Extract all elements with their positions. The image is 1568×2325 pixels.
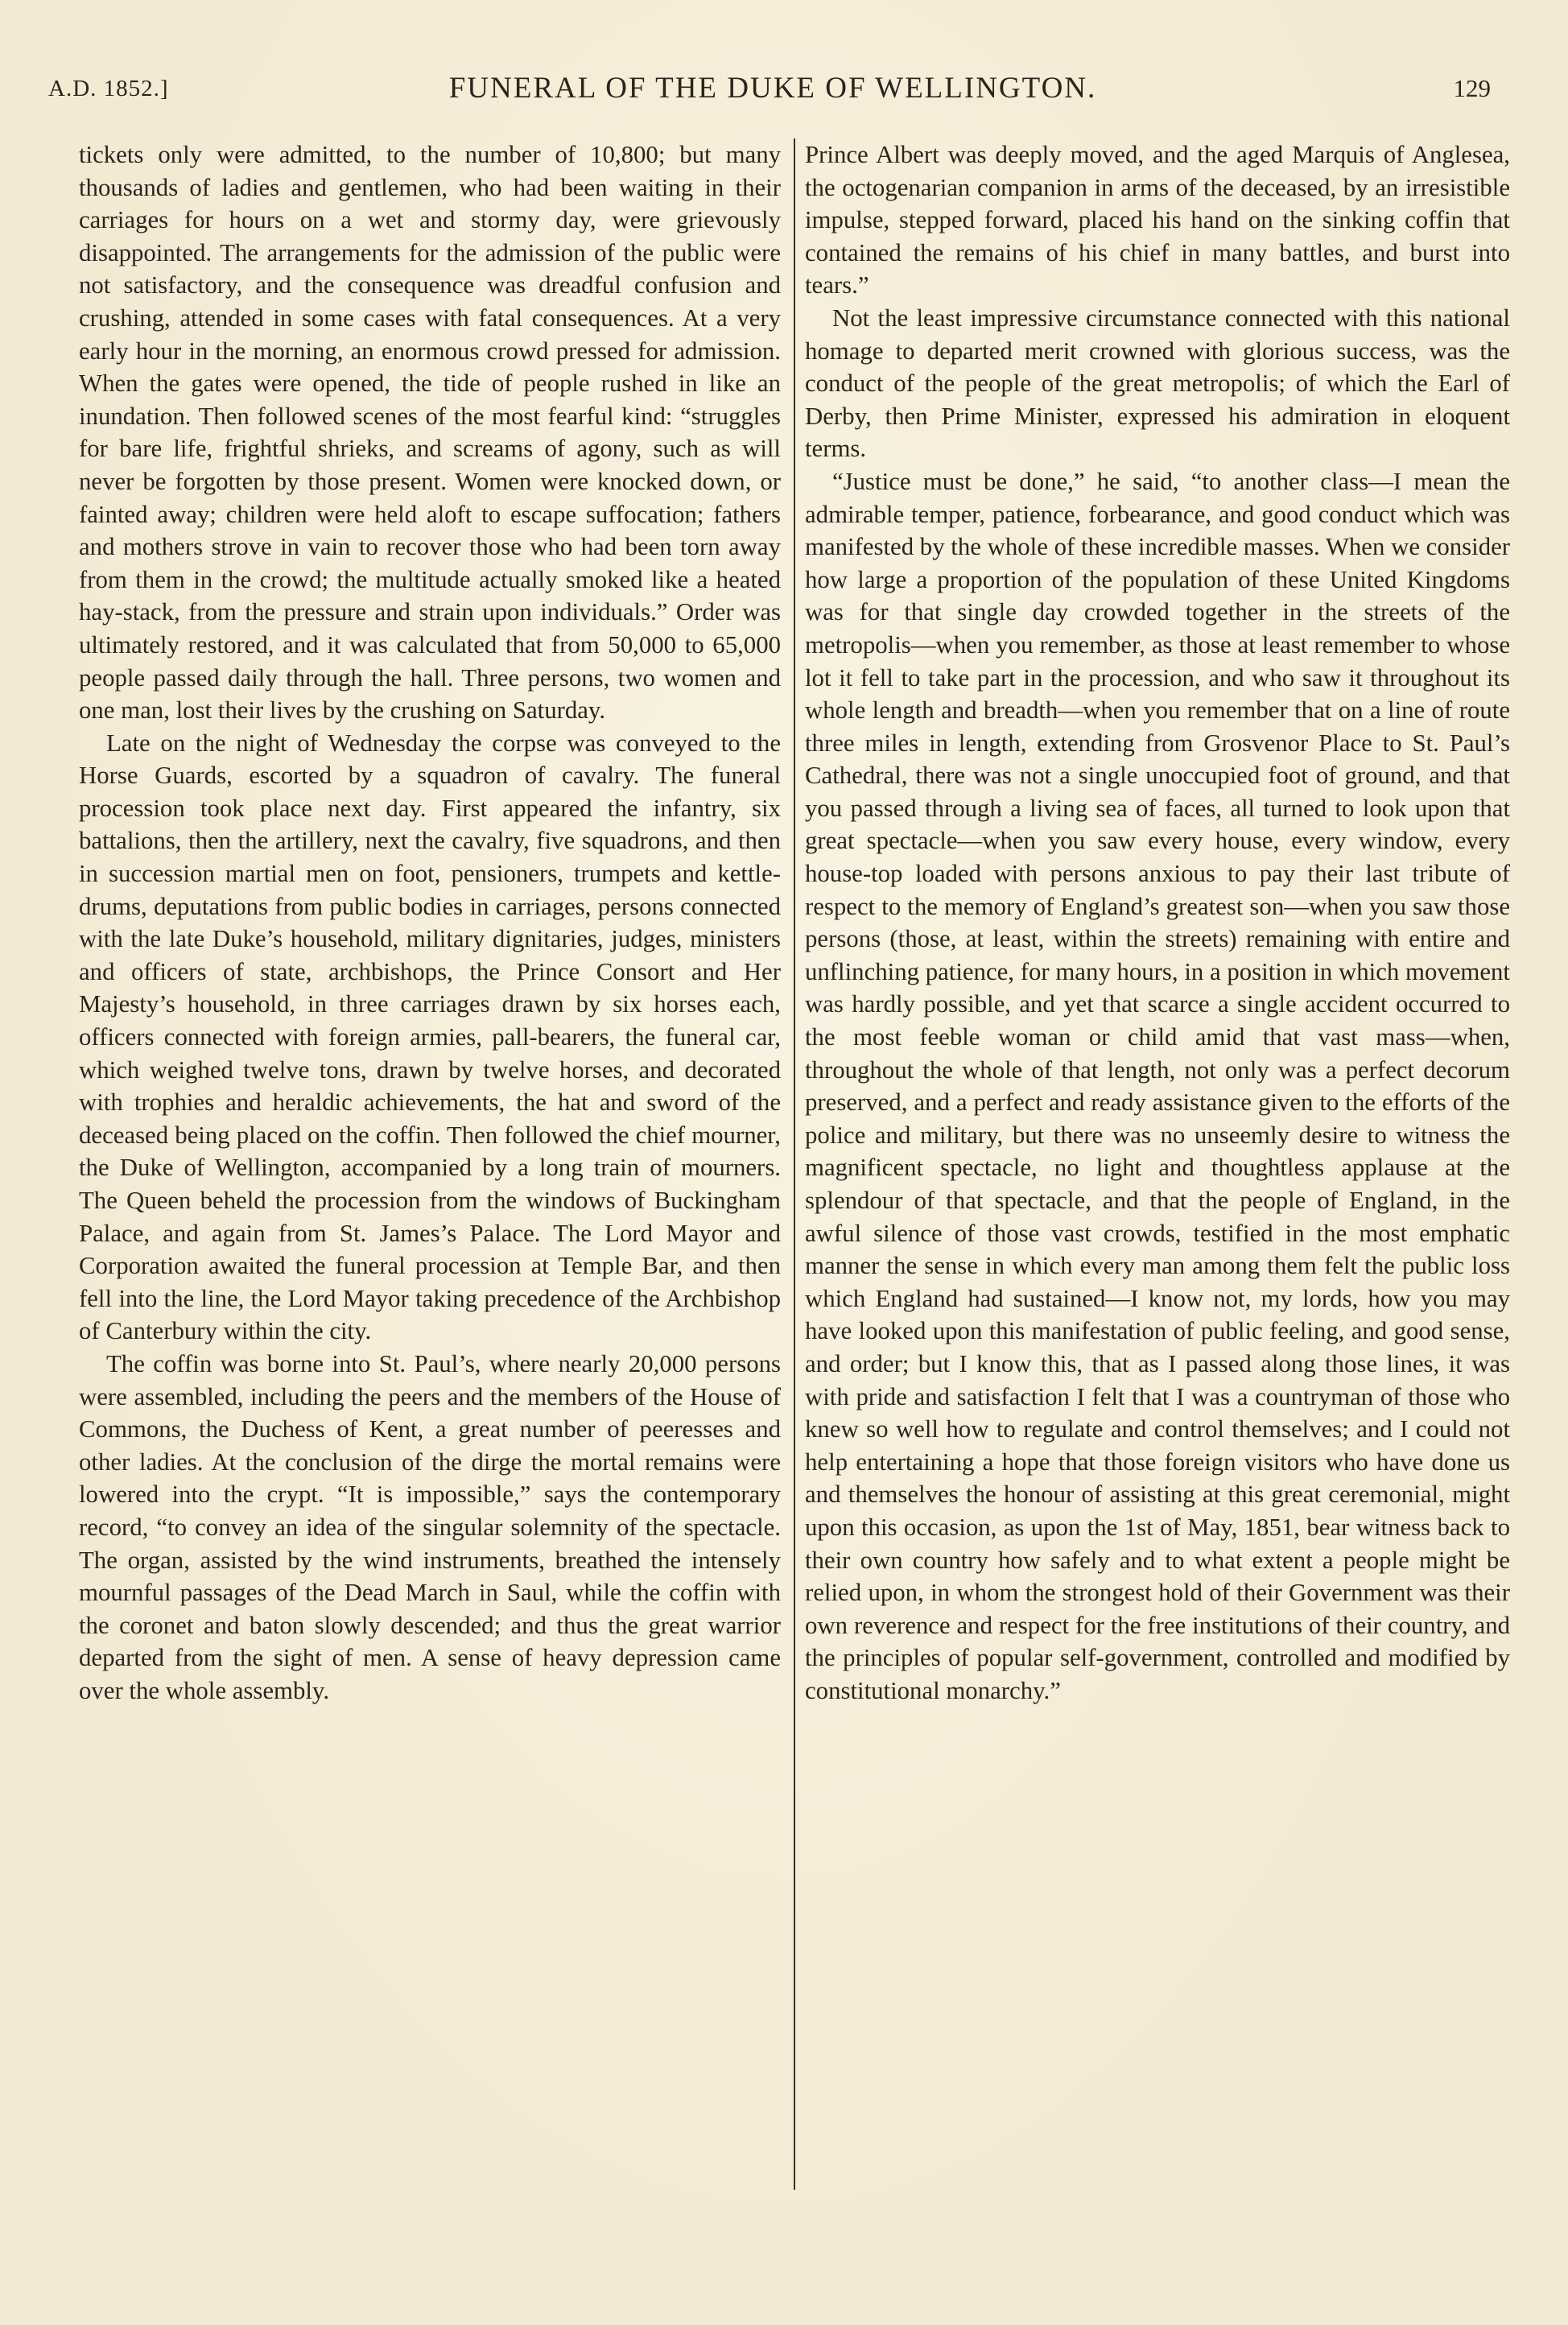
right-paragraph-2: Not the least impressive circumstance connected with this national homage to departed merit crowned with glorious success, was the conduct of the people of the great metropolis; of which the Earl of Derby, then Prime Minister, expressed his admiration in eloquent terms. — [805, 304, 1510, 463]
left-paragraph-3: The coffin was borne into St. Paul’s, where nearly 20,000 persons were assembled, including the peers and the members of the House of Commons, the Duchess of Kent, a great number of peeresses and other ladies. At the conclusion of the dirge the mortal remains were lowered into the crypt. “It is impossible,” says the contemporary record, “to convey an idea of the singular solemnity of the spectacle. The organ, assisted by the wind instruments, breathed the intensely mournful passages of the Dead March in Saul, while the coffin with the coronet and baton slowly descended; and thus the great warrior departed from the sight of men. A sense of heavy depression came over the whole assembly. — [79, 1349, 781, 1704]
column-divider — [794, 138, 795, 2190]
header-year: A.D. 1852.] — [48, 76, 169, 101]
right-paragraph-1: Prince Albert was deeply moved, and the aged Marquis of Anglesea, the octogenarian companion in arms of the deceased, by an irresistible impulse, stepped forward, placed his hand on the sinking coffin that contained the remains of his chief in many battles, and burst into tears.” — [805, 141, 1510, 299]
page-number: 129 — [1453, 74, 1491, 102]
left-paragraph-2: Late on the night of Wednesday the corpse was conveyed to the Horse Guards, escorted by a squadron of cavalry. The funeral procession took place next day. First appeared the infantry, six battalions, then the artillery, next the cavalry, five squadrons, and then in succession martial men on foot, pensioners, trumpets and kettle-drums, deputations from public bodies in carriages, persons connected with the late Duke’s household, military dignitaries, judges, ministers and officers of state, archbishops, the Prince Consort and Her Majesty’s household, in three carriages drawn by six horses each, officers connected with foreign armies, pall-bearers, the funeral car, which weighed twelve tons, drawn by twelve horses, and decorated with trophies and heraldic achievements, the hat and sword of the deceased being placed on the coffin. Then followed the chief mourner, the Duke of Wellington, accompanied by a long train of mourners. The Queen beheld the procession from the windows of Buckingham Palace, and again from St. James’s Palace. The Lord Mayor and Corporation awaited the funeral procession at Temple Bar, and then fell into the line, the Lord Mayor taking precedence of the Archbishop of Canterbury within the city. — [79, 729, 781, 1345]
right-column — [805, 138, 1510, 1708]
left-paragraph-1: tickets only were admitted, to the number of 10,800; but many thousands of ladies and gentlemen, who had been waiting in their carriages for hours on a wet and stormy day, were grievously disappointed. The arrangements for the admission of the public were not satisfactory, and the consequence was dreadful confusion and crushing, attended in some cases with fatal consequences. At a very early hour in the morning, an enormous crowd pressed for admission. When the gates were opened, the tide of people rushed in like an inundation. Then followed scenes of the most fearful kind: “struggles for bare life, frightful shrieks, and screams of agony, such as will never be forgotten by those present. Women were knocked down, or fainted away; children were held aloft to escape suffocation; fathers and mothers strove in vain to recover those who had been torn away from them in the crowd; the multitude actually smoked like a heated hay-stack, from the pressure and strain upon individuals.” Order was ultimately restored, and it was calculated that from 50,000 to 65,000 people passed daily through the hall. Three persons, two women and one man, lost their lives by the crushing on Saturday. — [79, 141, 781, 725]
left-column — [79, 138, 781, 1708]
running-head — [48, 71, 1497, 113]
header-title: FUNERAL OF THE DUKE OF WELLINGTON. — [448, 72, 1097, 105]
right-paragraph-3: “Justice must be done,” he said, “to another class—I mean the admirable temper, patience, forbearance, and good conduct which was manifested by the whole of these incredible masses. When we consider how large a proportion of the population of these United Kingdoms was for that single day crowded together in the streets of the metropolis—when you remember, as those at least remember to whose lot it fell to take part in the procession, and who saw it throughout its whole length and breadth—when you remember that on a line of route three miles in length, extending from Grosvenor Place to St. Paul’s Cathedral, there was not a single unoccupied foot of ground, and that you passed through a living sea of faces, all turned to look upon that great spectacle—when you saw every house, every window, every house-top loaded with persons anxious to pay their last tribute of respect to the memory of England’s greatest son—when you saw those persons (those, at least, within the streets) remaining with entire and unflinching patience, for many hours, in a position in which movement was hardly possible, and yet that scarce a single accident occurred to the most feeble woman or child amid that vast mass—when, throughout the whole of that length, not only was a perfect decorum preserved, and a perfect and ready assistance given to the efforts of the police and military, but there was no unseemly desire to witness the magnificent spectacle, no light and thoughtless applause at the splendour of that spectacle, and that the people of England, in the awful silence of those vast crowds, testified in the most emphatic manner the sense in which every man among them felt the public loss which England had sustained—I know not, my lords, how you may have looked upon this manifestation of public feeling, and good sense, and order; but I know this, that as I passed along those lines, it was with pride and satisfaction I felt that I was a countryman of those who knew so well how to regulate and control themselves; and I could not help entertaining a hope that those foreign visitors who have done us and themselves the honour of assisting at this great ceremonial, might upon this occasion, as upon the 1st of May, 1851, bear witness back to their own country how safely and to what extent a people might be relied upon, in whom the strongest hold of their Government was their own reverence and respect for the free institutions of their country, and the principles of popular self-government, controlled and modified by constitutional monarchy.” — [805, 467, 1511, 1704]
